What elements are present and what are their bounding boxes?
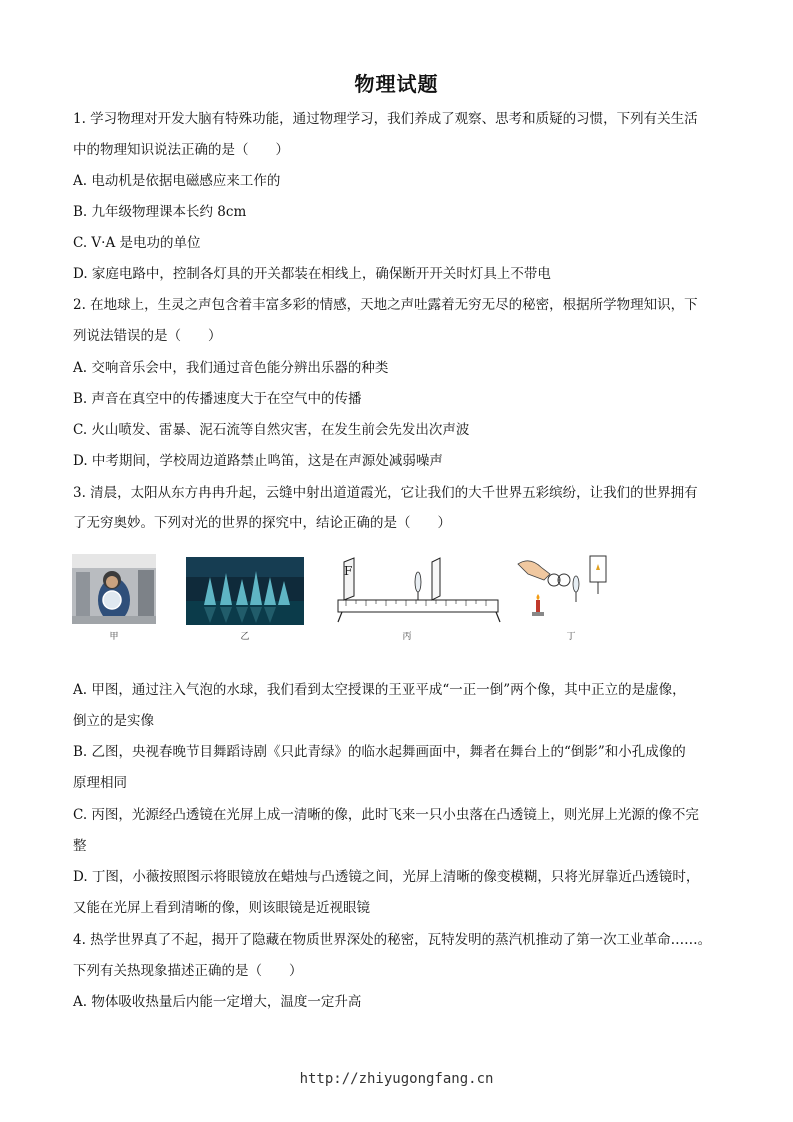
q1-option-c: C. V·A 是电功的单位 xyxy=(73,235,201,251)
q3-option-a-line-1: A. 甲图，通过注入气泡的水球，我们看到太空授课的王亚平成“一正一倒”两个像，其中正立的是虚像， xyxy=(73,682,686,698)
page-title: 物理试题 xyxy=(354,72,439,96)
figure-jia-water-ball-photo xyxy=(72,554,156,624)
q1-stem-line-2: 中的物理知识说法正确的是（ ） xyxy=(73,142,289,158)
q3-option-b-line-1: B. 乙图，央视春晚节目舞蹈诗剧《只此青绿》的临水起舞画面中，舞者在舞台上的“倒影”和小孔成像的 xyxy=(73,744,686,760)
q2-option-d: D. 中考期间，学校周边道路禁止鸣笛，这是在声源处减弱噪声 xyxy=(73,453,443,469)
figure-bing-f-letter: F xyxy=(344,564,353,578)
q2-stem-line-2: 列说法错误的是（ ） xyxy=(73,328,222,344)
q3-option-c-line-1: C. 丙图，光源经凸透镜在光屏上成一清晰的像，此时飞来一只小虫落在凸透镜上，则光屏上光源的像不完 xyxy=(73,807,699,823)
q2-option-c: C. 火山喷发、雷暴、泥石流等自然灾害，在发生前会先发出次声波 xyxy=(73,422,470,438)
q3-option-b-line-2: 原理相同 xyxy=(73,775,127,791)
q1-option-a: A. 电动机是依据电磁感应来工作的 xyxy=(73,173,281,189)
q4-option-a: A. 物体吸收热量后内能一定增大，温度一定升高 xyxy=(73,994,362,1010)
q3-option-d-line-2: 又能在光屏上看到清晰的像，则该眼镜是近视眼镜 xyxy=(73,900,370,916)
q2-stem-line-1: 2. 在地球上，生灵之声包含着丰富多彩的情感，天地之声吐露着无穷无尽的秘密，根据所学物理知识，下 xyxy=(73,297,698,313)
figure-ding-eyeglasses-experiment xyxy=(514,550,610,620)
q3-option-a-line-2: 倒立的是实像 xyxy=(73,713,154,729)
q3-option-d-line-1: D. 丁图，小薇按照图示将眼镜放在蜡烛与凸透镜之间，光屏上清晰的像变模糊，只将光屏靠近凸透镜时， xyxy=(73,869,700,885)
q2-option-a: A. 交响音乐会中，我们通过音色能分辨出乐器的种类 xyxy=(73,360,389,376)
q4-stem-line-1: 4. 热学世界真了不起，揭开了隐藏在物质世界深处的秘密，瓦特发明的蒸汽机推动了第一次工业革命……。 xyxy=(73,932,712,948)
q3-stem-line-2: 了无穷奥妙。下列对光的世界的探究中，结论正确的是（ ） xyxy=(73,515,451,531)
figure-yi-dance-stage-photo xyxy=(186,557,304,625)
q1-option-b: B. 九年级物理课本长约 8cm xyxy=(73,204,247,220)
q1-option-d: D. 家庭电路中，控制各灯具的开关都装在相线上，确保断开开关时灯具上不带电 xyxy=(73,266,551,282)
figure-bing-optical-bench xyxy=(336,552,502,624)
q4-stem-line-2: 下列有关热现象描述正确的是（ ） xyxy=(73,963,303,979)
footer-url[interactable]: http://zhiyugongfang.cn xyxy=(299,1071,494,1087)
q3-option-c-line-2: 整 xyxy=(73,838,87,854)
figure-jia-label: 甲 xyxy=(109,632,119,642)
figure-bing-label: 丙 xyxy=(402,632,412,642)
q2-option-b: B. 声音在真空中的传播速度大于在空气中的传播 xyxy=(73,391,362,407)
figure-ding-label: 丁 xyxy=(566,632,576,642)
q3-stem-line-1: 3. 清晨，太阳从东方冉冉升起，云缝中射出道道霞光，它让我们的大千世界五彩缤纷，让我们的世界拥有 xyxy=(73,485,698,501)
q1-stem-line-1: 1. 学习物理对开发大脑有特殊功能，通过物理学习，我们养成了观察、思考和质疑的习惯，下列有关生活 xyxy=(73,111,698,127)
figure-yi-label: 乙 xyxy=(240,632,250,642)
